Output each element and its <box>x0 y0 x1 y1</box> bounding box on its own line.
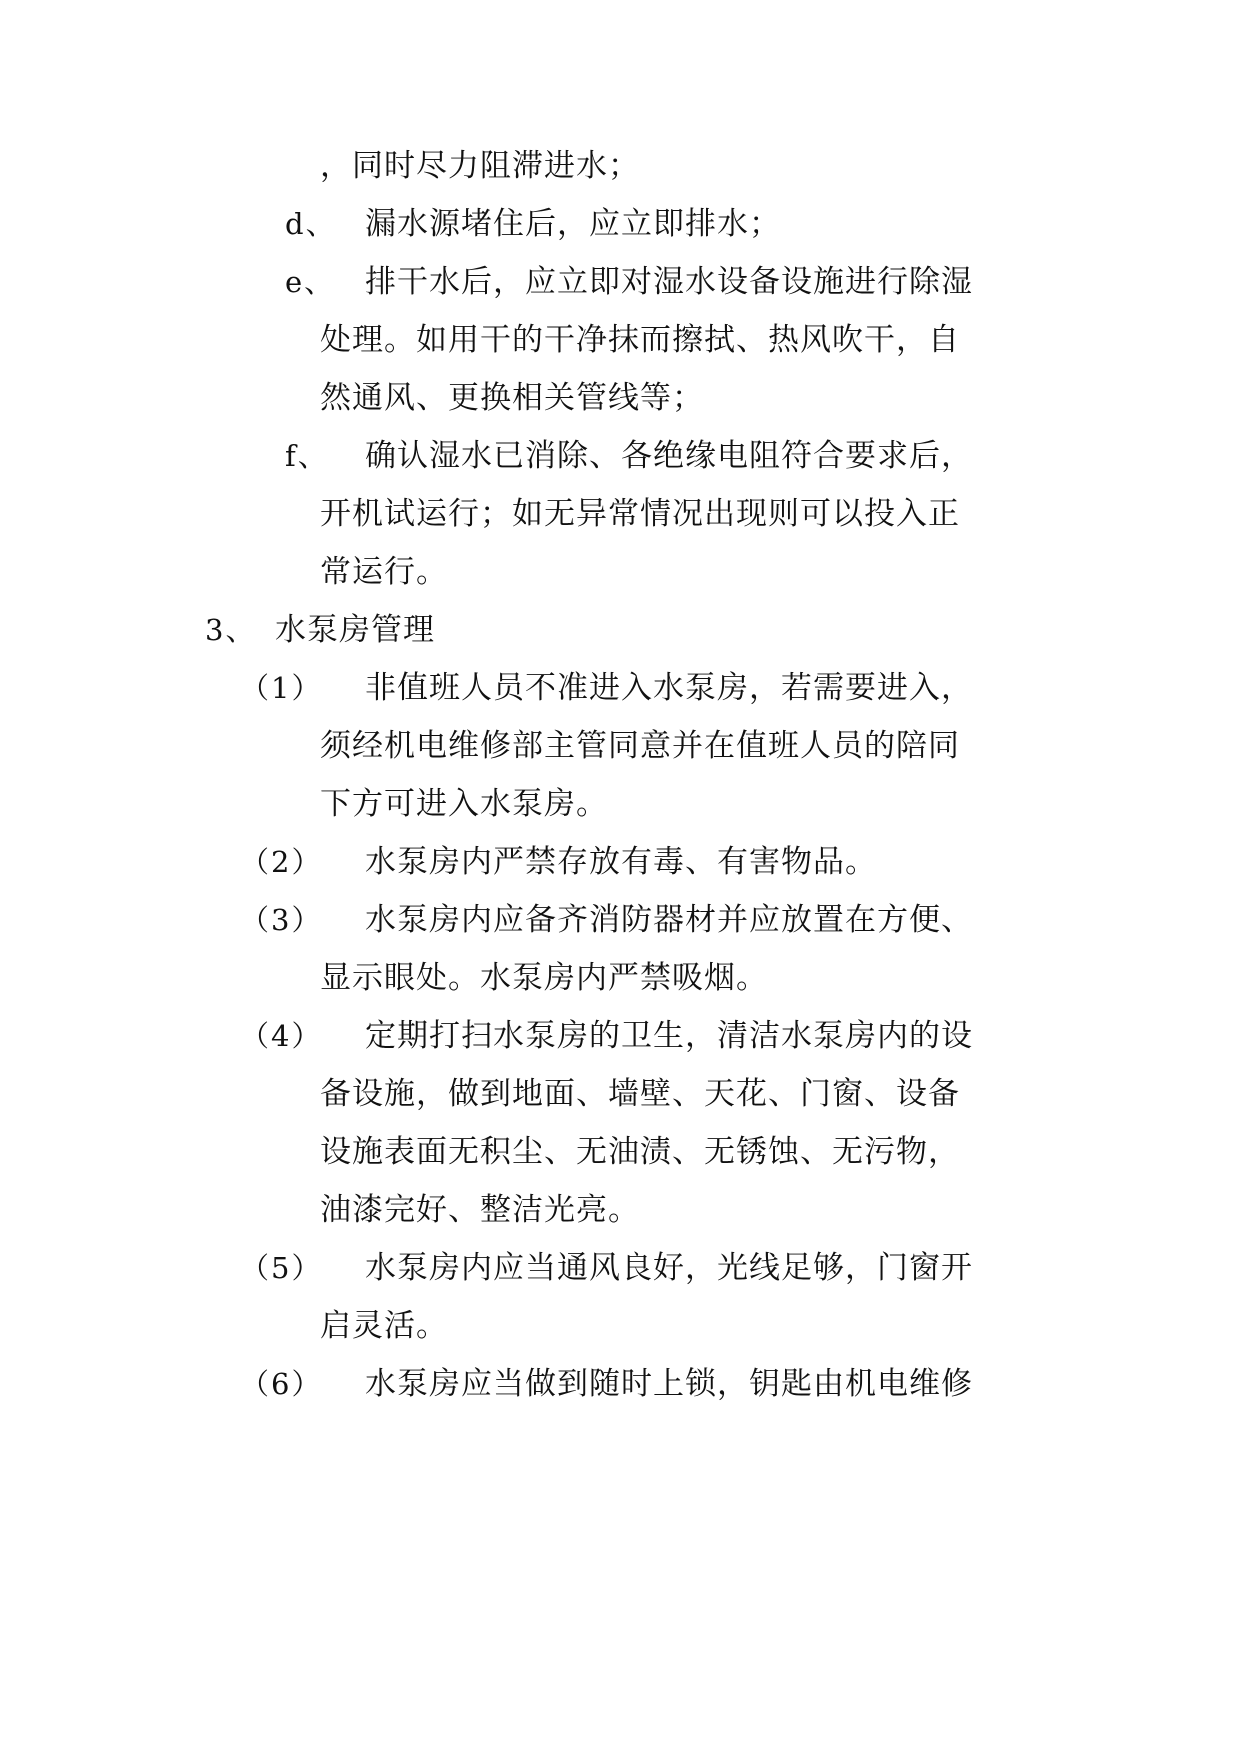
list-marker: （5） <box>240 1251 323 1285</box>
text-line: 显示眼处。水泵房内严禁吸烟。 <box>320 960 768 996</box>
section-number: 3、 <box>205 613 257 647</box>
list-marker: （4） <box>240 1019 323 1053</box>
text-line: 备设施，做到地面、墙壁、天花、门窗、设备 <box>320 1076 960 1112</box>
list-marker: f、 <box>285 439 329 473</box>
section-heading: 水泵房管理 <box>275 612 435 648</box>
text-line: 非值班人员不准进入水泵房，若需要进入， <box>365 670 973 706</box>
text-line: 下方可进入水泵房。 <box>320 786 608 822</box>
text-line: 水泵房内应当通风良好，光线足够，门窗开 <box>365 1250 973 1286</box>
text-line: 定期打扫水泵房的卫生，清洁水泵房内的设 <box>365 1018 973 1054</box>
text-line: 漏水源堵住后，应立即排水； <box>365 206 781 242</box>
text-line: 启灵活。 <box>320 1308 448 1344</box>
text-line: 然通风、更换相关管线等； <box>320 380 704 416</box>
list-marker: e、 <box>285 265 336 299</box>
text-line: 油漆完好、整洁光亮。 <box>320 1192 640 1228</box>
text-line: ，同时尽力阻滞进水； <box>320 148 640 184</box>
text-line: 确认湿水已消除、各绝缘电阻符合要求后， <box>365 438 973 474</box>
list-marker: d、 <box>285 207 337 241</box>
text-line: 常运行。 <box>320 554 448 590</box>
text-line: 设施表面无积尘、无油渍、无锈蚀、无污物， <box>320 1134 960 1170</box>
text-line: 水泵房内应备齐消防器材并应放置在方便、 <box>365 902 973 938</box>
text-line: 排干水后，应立即对湿水设备设施进行除湿 <box>365 264 973 300</box>
text-line: 处理。如用干的干净抹而擦拭、热风吹干，自 <box>320 322 960 358</box>
list-marker: （6） <box>240 1367 323 1401</box>
text-line: 水泵房应当做到随时上锁，钥匙由机电维修 <box>365 1366 973 1402</box>
text-line: 水泵房内严禁存放有毒、有害物品。 <box>365 844 877 880</box>
list-marker: （3） <box>240 903 323 937</box>
list-marker: （2） <box>240 845 323 879</box>
text-line: 开机试运行；如无异常情况出现则可以投入正 <box>320 496 960 532</box>
list-marker: （1） <box>240 671 323 705</box>
text-line: 须经机电维修部主管同意并在值班人员的陪同 <box>320 728 960 764</box>
